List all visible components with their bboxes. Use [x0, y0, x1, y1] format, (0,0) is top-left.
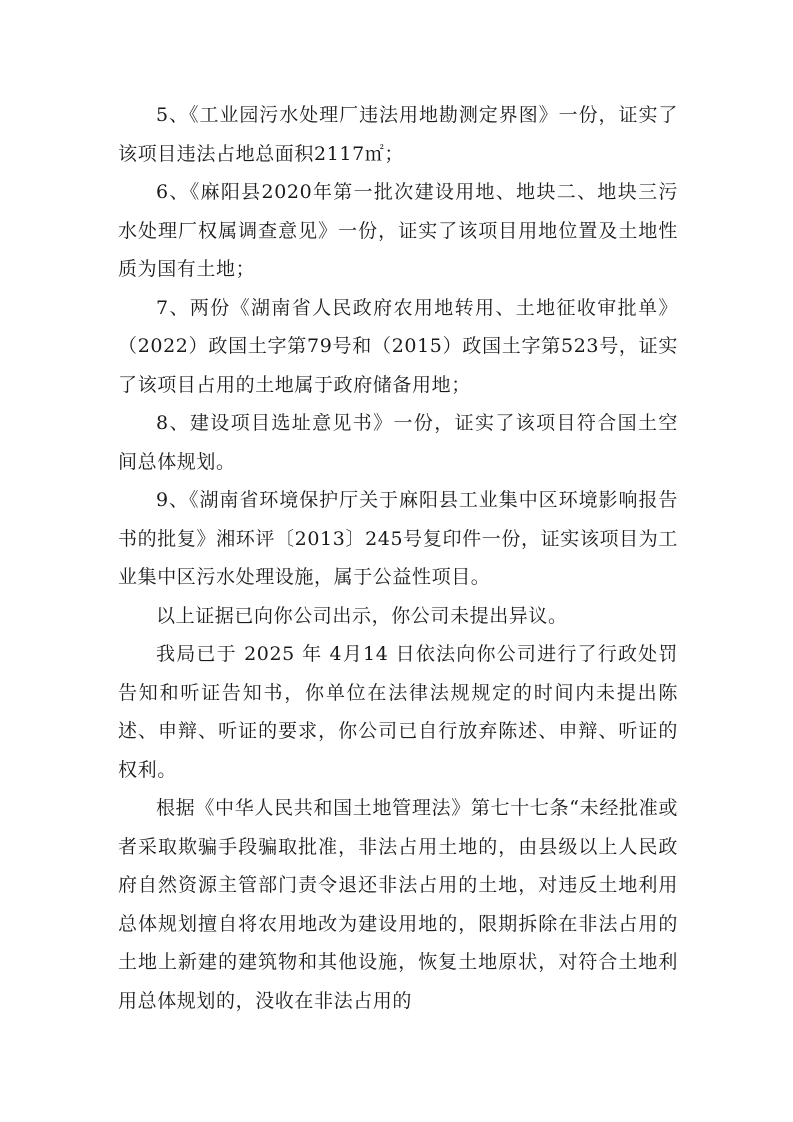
paragraph-evidence-9: 9、《湖南省环境保护厅关于麻阳县工业集中区环境影响报告书的批复》湘环评〔2013〕245号复印件一份，证实该项目为工业集中区污水处理设施，属于公益性项目。 [118, 489, 678, 588]
paragraph-evidence-8: 8、建设项目选址意见书》一份，证实了该项目符合国土空间总体规划。 [118, 412, 678, 473]
paragraph-evidence-7: 7、两份《湖南省人民政府农用地转用、土地征收审批单》（2022）政国土字第79号和（2015）政国土字第523号，证实了该项目占用的土地属于政府储备用地； [118, 296, 678, 396]
paragraph-notification: 我局已于 2025 年 4月14 日依法向你公司进行了行政处罚告知和听证告知书，你单位在法律法规规定的时间内未提出陈述、申辩、听证的要求，你公司已自行放弃陈述、申辩、听证的权利。 [118, 643, 678, 781]
paragraph-evidence-6: 6、《麻阳县2020年第一批次建设用地、地块二、地块三污水处理厂权属调查意见》一份，证实了该项目用地位置及土地性质为国有土地； [118, 181, 678, 280]
paragraph-evidence-5: 5、《工业园污水处理厂违法用地勘测定界图》一份，证实了该项目违法占地总面积2117㎡； [118, 104, 678, 165]
document-body [118, 96, 678, 1020]
paragraph-evidence-summary: 以上证据已向你公司出示，你公司未提出异议。 [156, 604, 568, 627]
paragraph-legal-basis: 根据《中华人民共和国土地管理法》第七十七条“未经批准或者采取欺骗手段骗取批准，非法占用土地的，由县级以上人民政府自然资源主管部门责令退还非法占用的土地，对违反土地利用总体规划擅自将农用地改为建设用地的，限期拆除在非法占用的土地上新建的建筑物和其他设施，恢复土地原状，对符合土地利用总体规划的，没收在非法占用的 [118, 797, 678, 1012]
